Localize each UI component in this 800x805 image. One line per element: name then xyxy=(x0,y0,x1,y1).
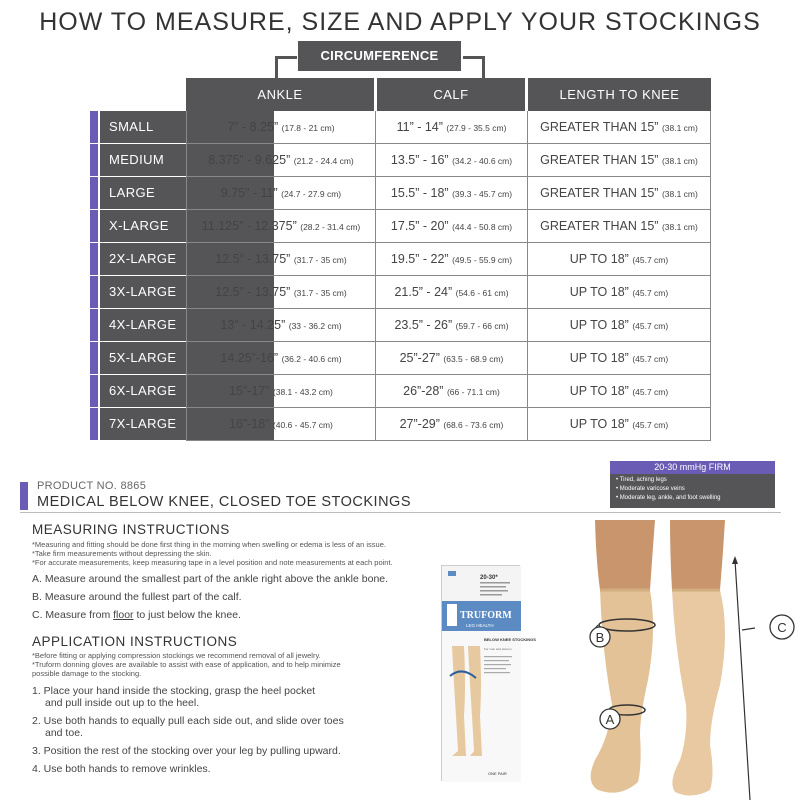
product-package-image xyxy=(441,565,536,781)
ankle-cell: 13" - 14.25” (33 - 36.2 cm) xyxy=(186,309,375,342)
product-number: PRODUCT NO. 8865 xyxy=(37,480,147,492)
length-cell: UP TO 18” (45.7 cm) xyxy=(527,408,711,441)
marker-a-label: A xyxy=(605,712,615,727)
size-label: MEDIUM xyxy=(100,144,274,176)
length-cell: GREATER THAN 15” (38.1 cm) xyxy=(527,111,711,144)
calf-cell: 19.5” - 22” (49.5 - 55.9 cm) xyxy=(375,243,527,276)
size-label: X-LARGE xyxy=(100,210,274,242)
table-row xyxy=(90,243,711,276)
length-cell: UP TO 18” (45.7 cm) xyxy=(527,243,711,276)
application-title: APPLICATION INSTRUCTIONS xyxy=(32,634,238,649)
measuring-title: MEASURING INSTRUCTIONS xyxy=(32,522,230,537)
ankle-cell: 8.375” - 9.625” (21.2 - 24.4 cm) xyxy=(186,144,375,177)
indication-item: • Moderate leg, ankle, and foot swelling xyxy=(616,494,721,503)
marker-b-label: B xyxy=(595,630,605,645)
application-step-4: 4. Use both hands to remove wrinkles. xyxy=(32,763,211,775)
length-cell: GREATER THAN 15” (38.1 cm) xyxy=(527,210,711,243)
indication-item: • Moderate varicose veins xyxy=(616,485,721,494)
size-label: SMALL xyxy=(100,111,274,143)
measuring-note: *Measuring and fitting should be done first thing in the morning when swelling or edema is less of an issue. xyxy=(32,540,386,549)
divider xyxy=(20,512,781,513)
measuring-step-a: A. Measure around the smallest part of the ankle right above the ankle bone. xyxy=(32,573,389,585)
size-label: 5X-LARGE xyxy=(100,342,274,374)
measuring-note: *Take firm measurements without depressing the skin. xyxy=(32,549,212,558)
size-label: 2X-LARGE xyxy=(100,243,274,275)
calf-cell: 26”-28” (66 - 71.1 cm) xyxy=(375,375,527,408)
row-accent xyxy=(90,210,98,242)
header-ankle: ANKLE xyxy=(186,78,374,111)
row-accent xyxy=(90,111,98,143)
table-row xyxy=(90,210,711,243)
table-row xyxy=(90,408,711,441)
row-accent xyxy=(90,375,98,407)
table-row xyxy=(90,309,711,342)
length-cell: UP TO 18” (45.7 cm) xyxy=(527,342,711,375)
indications-list xyxy=(616,476,721,503)
calf-cell: 11” - 14” (27.9 - 35.5 cm) xyxy=(375,111,527,144)
ankle-cell: 14.25”-16” (36.2 - 40.6 cm) xyxy=(186,342,375,375)
ankle-cell: 12.5” - 13.75” (31.7 - 35 cm) xyxy=(186,276,375,309)
table-row xyxy=(90,111,711,144)
measuring-note: *For accurate measurements, keep measuring tape in a level position and note measurements at each point. xyxy=(32,558,393,567)
row-accent xyxy=(90,276,98,308)
package-subbrand: LEG HEALTH xyxy=(466,623,494,628)
application-step-1-cont: and pull inside out up to the heel. xyxy=(45,697,200,709)
marker-c-label: C xyxy=(777,620,787,635)
package-desc: BELOW KNEE STOCKINGS xyxy=(484,637,536,642)
table-row xyxy=(90,276,711,309)
calf-cell: 17.5” - 20” (44.4 - 50.8 cm) xyxy=(375,210,527,243)
table-row xyxy=(90,144,711,177)
application-step-3: 3. Position the rest of the stocking over your leg by pulling upward. xyxy=(32,745,341,757)
legs-illustration xyxy=(560,520,800,805)
size-label: 4X-LARGE xyxy=(100,309,274,341)
calf-cell: 27”-29” (68.6 - 73.6 cm) xyxy=(375,408,527,441)
length-cell: UP TO 18” (45.7 cm) xyxy=(527,276,711,309)
compression-box xyxy=(610,461,775,508)
application-note: possible damage to the stocking. xyxy=(32,669,142,678)
length-cell: UP TO 18” (45.7 cm) xyxy=(527,309,711,342)
size-label: LARGE xyxy=(100,177,274,209)
ankle-cell: 9.75” - 11” (24.7 - 27.9 cm) xyxy=(186,177,375,210)
measuring-step-c: C. Measure from floor to just below the knee. xyxy=(32,609,241,621)
package-brand: TRUFORM xyxy=(460,610,512,621)
indication-item: • Tired, aching legs xyxy=(616,476,721,485)
application-note: *Truform donning gloves are available to assist with ease of application, and to help minimize xyxy=(32,660,341,669)
row-accent xyxy=(90,144,98,176)
page-title: HOW TO MEASURE, SIZE AND APPLY YOUR STOCKINGS xyxy=(39,8,761,36)
calf-cell: 15.5” - 18” (39.3 - 45.7 cm) xyxy=(375,177,527,210)
application-step-2-cont: and toe. xyxy=(45,727,83,739)
length-cell: UP TO 18” (45.7 cm) xyxy=(527,375,711,408)
ankle-cell: 11.125” - 12.375” (28.2 - 31.4 cm) xyxy=(186,210,375,243)
calf-cell: 25”-27” (63.5 - 68.9 cm) xyxy=(375,342,527,375)
compression-title: 20-30 mmHg FIRM xyxy=(610,461,775,474)
ankle-cell: 7” - 8.25” (17.8 - 21 cm) xyxy=(186,111,375,144)
table-row xyxy=(90,177,711,210)
row-accent xyxy=(90,243,98,275)
table-row xyxy=(90,342,711,375)
application-step-2: 2. Use both hands to equally pull each side out, and slide over toes xyxy=(32,715,344,727)
calf-cell: 21.5” - 24” (54.6 - 61 cm) xyxy=(375,276,527,309)
row-accent xyxy=(90,309,98,341)
calf-cell: 13.5” - 16” (34.2 - 40.6 cm) xyxy=(375,144,527,177)
table-row xyxy=(90,375,711,408)
circumference-header: CIRCUMFERENCE xyxy=(298,41,461,71)
size-label: 3X-LARGE xyxy=(100,276,274,308)
row-accent xyxy=(90,177,98,209)
size-label: 6X-LARGE xyxy=(100,375,274,407)
length-cell: GREATER THAN 15” (38.1 cm) xyxy=(527,177,711,210)
package-desc2: For men and women xyxy=(484,647,512,651)
package-pair: ONE PAIR xyxy=(488,771,507,776)
product-name: MEDICAL BELOW KNEE, CLOSED TOE STOCKINGS xyxy=(37,494,411,510)
measuring-step-b: B. Measure around the fullest part of the calf. xyxy=(32,591,242,603)
product-accent-bar xyxy=(20,482,28,510)
length-cell: GREATER THAN 15” (38.1 cm) xyxy=(527,144,711,177)
ankle-cell: 16”-18” (40.6 - 45.7 cm) xyxy=(186,408,375,441)
application-note: *Before fitting or applying compression stockings we recommend removal of all jewelry. xyxy=(32,651,321,660)
header-length: LENGTH TO KNEE xyxy=(528,78,711,111)
ankle-cell: 15”-17” (38.1 - 43.2 cm) xyxy=(186,375,375,408)
row-accent xyxy=(90,342,98,374)
row-accent xyxy=(90,408,98,440)
calf-cell: 23.5” - 26” (59.7 - 66 cm) xyxy=(375,309,527,342)
ankle-cell: 12.5” - 13.75” (31.7 - 35 cm) xyxy=(186,243,375,276)
header-calf: CALF xyxy=(377,78,525,111)
package-rating: 20-30* xyxy=(480,575,498,581)
size-label: 7X-LARGE xyxy=(100,408,274,440)
application-step-1: 1. Place your hand inside the stocking, grasp the heel pocket xyxy=(32,685,316,697)
